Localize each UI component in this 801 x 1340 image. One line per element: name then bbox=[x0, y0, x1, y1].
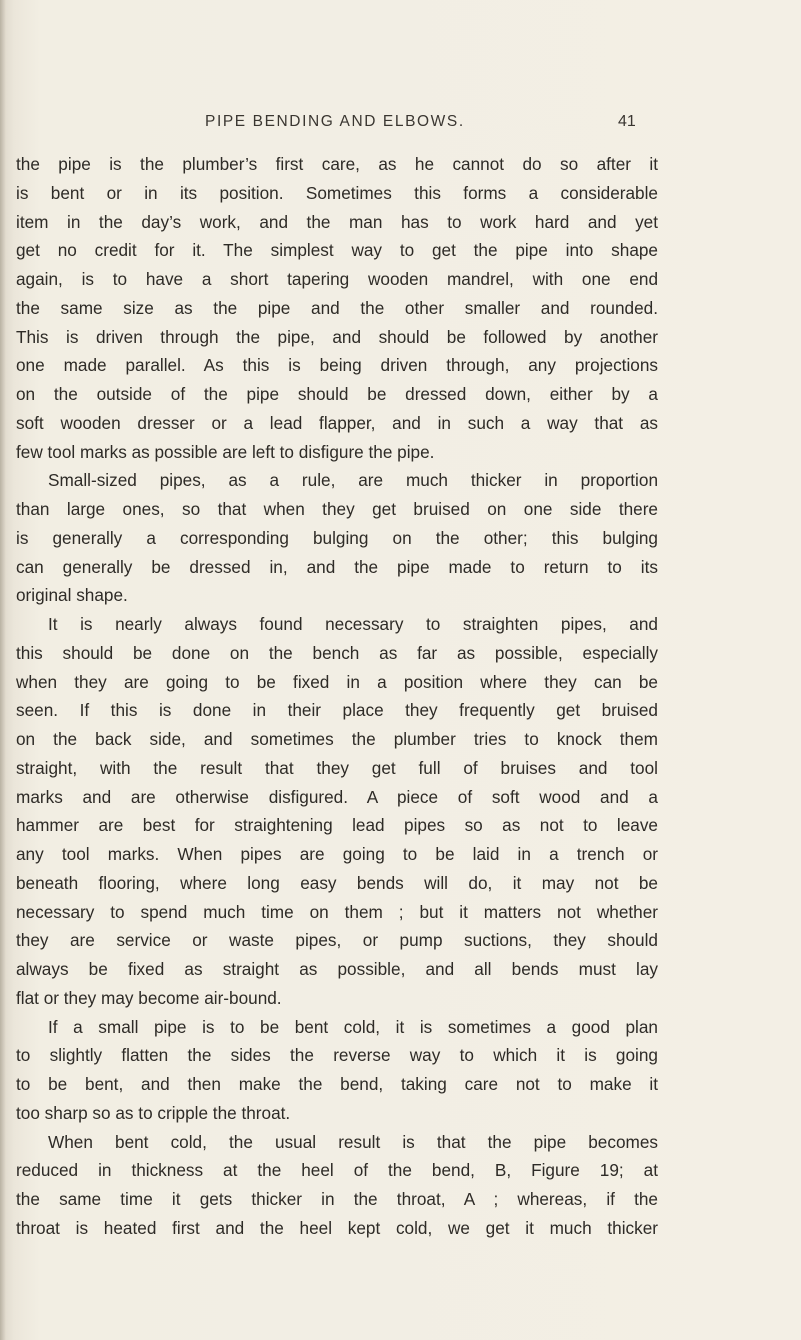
text-line: seen. If this is done in their place they frequently get bruised bbox=[16, 700, 658, 721]
text-line: to be bent, and then make the bend, taking care not to make it bbox=[16, 1074, 658, 1094]
text-line: again, is to have a short tapering wooden mandrel, with one end bbox=[16, 269, 658, 289]
text-line: on the outside of the pipe should be dressed down, either by a bbox=[16, 384, 658, 404]
text-line: straight, with the result that they get full of bruises and tool bbox=[16, 757, 658, 778]
text-line: flat or they may become air-bound. bbox=[16, 987, 282, 1008]
text-line: few tool marks as possible are left to disfigure the pipe. bbox=[16, 441, 435, 462]
text-line: is bent or in its position. Sometimes this forms a considerable bbox=[16, 182, 658, 203]
text-line: the same time it gets thicker in the throat, A ; whereas, if the bbox=[16, 1189, 658, 1209]
text-line: is generally a corresponding bulging on the other; this bulging bbox=[16, 527, 658, 548]
text-line: one made parallel. As this is being driven through, any projections bbox=[16, 355, 658, 376]
text-line: When bent cold, the usual result is that the pipe becomes bbox=[48, 1131, 658, 1152]
text-line: any tool marks. When pipes are going to be laid in a trench or bbox=[16, 844, 658, 864]
text-line: to slightly flatten the sides the reverse way to which it is going bbox=[16, 1045, 658, 1066]
page-number: 41 bbox=[618, 113, 636, 130]
text-line: too sharp so as to cripple the throat. bbox=[16, 1102, 291, 1123]
text-line: original shape. bbox=[16, 585, 128, 606]
text-line: reduced in thickness at the heel of the bend, B, Figure 19; at bbox=[16, 1160, 658, 1181]
text-line: marks and are otherwise disfigured. A piece of soft wood and a bbox=[16, 786, 658, 807]
text-line: If a small pipe is to be bent cold, it is sometimes a good plan bbox=[48, 1016, 658, 1037]
text-line: can generally be dressed in, and the pipe made to return to its bbox=[16, 556, 658, 577]
text-line: throat is heated first and the heel kept cold, we get it much thicker bbox=[16, 1217, 658, 1238]
text-line: on the back side, and sometimes the plumber tries to knock them bbox=[16, 729, 658, 749]
text-line: they are service or waste pipes, or pump suctions, they should bbox=[16, 930, 658, 951]
body-text bbox=[16, 150, 658, 1243]
text-line: soft wooden dresser or a lead flapper, and in such a way that as bbox=[16, 412, 658, 433]
text-line: get no credit for it. The simplest way to get the pipe into shape bbox=[16, 240, 658, 261]
text-line: always be fixed as straight as possible, and all bends must lay bbox=[16, 959, 658, 979]
text-line: hammer are best for straightening lead pipes so as not to leave bbox=[16, 815, 658, 836]
text-line: item in the day’s work, and the man has to work hard and yet bbox=[16, 211, 658, 232]
text-line: the pipe is the plumber’s first care, as he cannot do so after it bbox=[16, 154, 658, 174]
text-line: when they are going to be fixed in a position where they can be bbox=[16, 671, 658, 692]
running-head bbox=[0, 113, 801, 137]
text-line: Small-sized pipes, as a rule, are much thicker in proportion bbox=[48, 470, 658, 491]
text-line: than large ones, so that when they get bruised on one side there bbox=[16, 499, 658, 519]
text-line: necessary to spend much time on them ; but it matters not whether bbox=[16, 901, 658, 922]
text-line: the same size as the pipe and the other smaller and rounded. bbox=[16, 297, 658, 318]
binding-edge bbox=[0, 0, 6, 1340]
text-line: This is driven through the pipe, and should be followed by another bbox=[16, 326, 658, 347]
running-title: PIPE BENDING AND ELBOWS. bbox=[205, 113, 465, 130]
text-line: beneath flooring, where long easy bends will do, it may not be bbox=[16, 872, 658, 893]
text-line: It is nearly always found necessary to straighten pipes, and bbox=[48, 614, 658, 634]
text-line: this should be done on the bench as far as possible, especially bbox=[16, 642, 658, 663]
